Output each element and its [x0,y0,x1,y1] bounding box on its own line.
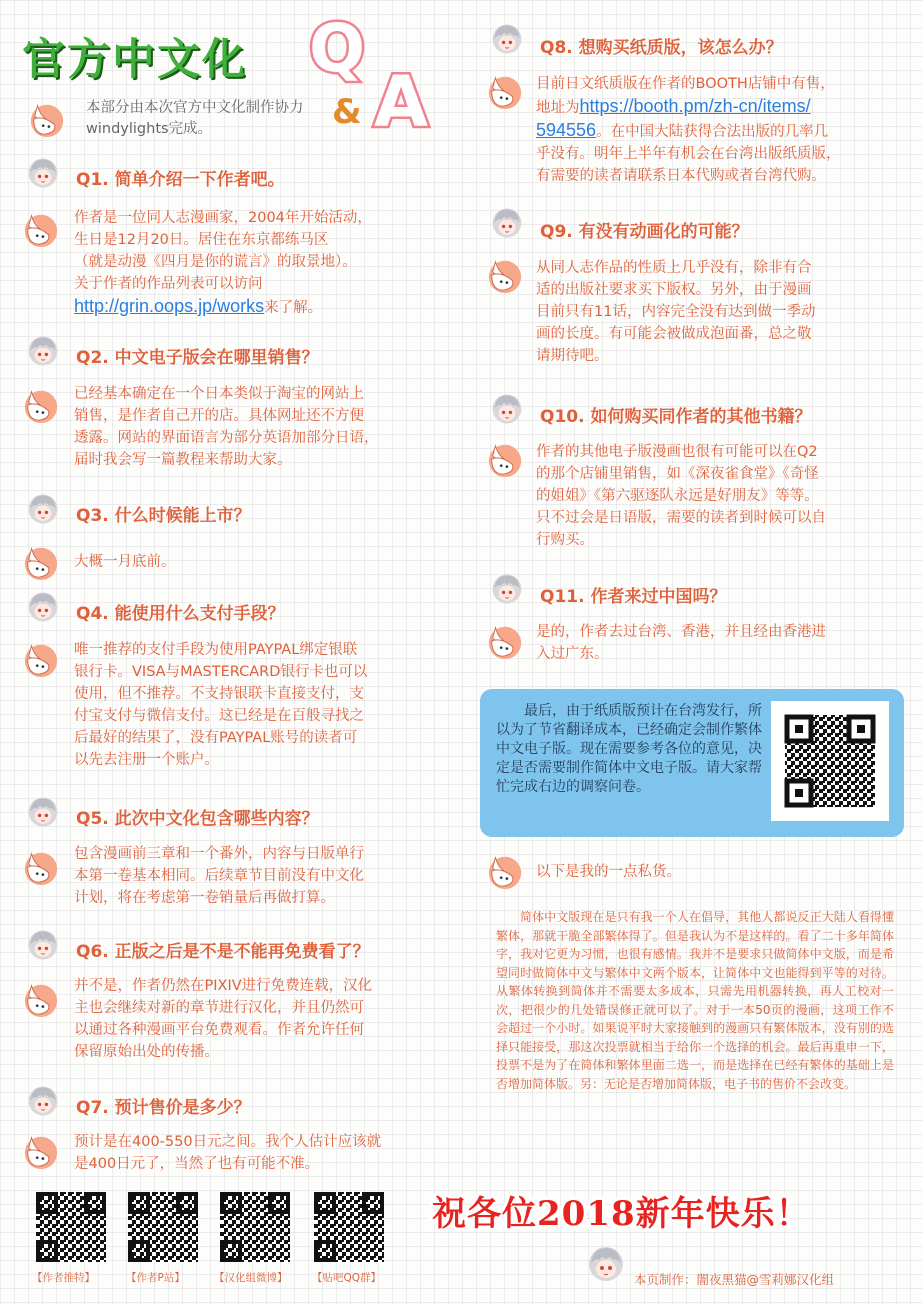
question-heading: Q1. 简单介绍一下作者吧。 [76,170,285,190]
qr-code-twitter[interactable] [36,1192,106,1262]
question-heading: Q9. 有没有动画化的可能？ [540,222,749,242]
girl-avatar-icon [490,392,524,426]
bunny-avatar-icon [22,210,60,248]
answer-text: 从同人志作品的性质上几乎没有，除非有合 适的出版社要求买下版权。另外，由于漫画 目前只有11话，内容完全没有达到做一季动 画的长度。有可能会被做成泡面番，总之敬 请期待吧。 [536,260,816,364]
answer-text: 包含漫画前三章和一个番外，内容与日版单行 本第一卷基本相同。后续章节目前没有中文化 计划，将在考虑第一卷销量后再做打算。 [74,846,364,906]
girl-avatar-icon [26,156,60,190]
qr-code-pixiv[interactable] [128,1192,198,1262]
answer-text: 大概一月底前。 [74,554,176,570]
page-title: 官方中文化 [22,35,247,85]
girl-avatar-icon [26,928,60,962]
bunny-avatar-icon [22,543,60,581]
qr-code-weibo[interactable] [220,1192,290,1262]
bunny-avatar-icon [22,980,60,1018]
girl-avatar-icon [26,334,60,368]
bunny-avatar-icon [486,256,524,294]
page-credit: 本页制作：闇夜黑猫@雪莉娜汉化组 [634,1272,835,1287]
question-heading: Q4. 能使用什么支付手段？ [76,604,285,624]
new-year-greeting: 祝各位2018新年快乐！ [432,1194,811,1234]
question-heading: Q3. 什么时候能上市？ [76,506,251,526]
answer-text: 唯一推荐的支付手段为使用PAYPAL绑定银联 银行卡。VISA与MASTERCARD银行卡也可以 使用，但不推荐。不支持银联卡直接支付，支 付宝支付与微信支付。这已经是在百般寻找之 后最好的结果了，没有PAYPAL账号的读者可 以先去注册一个账户。 [74,642,368,768]
girl-avatar-icon [26,492,60,526]
qa-ampersand: & [332,92,362,132]
qr-label: 【汉化组微博】 [214,1272,288,1284]
survey-text: 最后，由于纸质版预计在台湾发行，所以为了节省翻译成本，已经确定会制作繁体中文电子版。现在需要参考各位的意见，决定是否需要制作简体中文电子版。请大家帮忙完成右边的调察问卷。 [496,703,762,795]
bunny-avatar-icon [486,72,524,110]
girl-avatar-icon [26,795,60,829]
qr-label: 【作者推特】 [32,1272,95,1284]
girl-avatar-icon [490,572,524,606]
girl-avatar-icon [26,1084,60,1118]
qr-label: 【作者P站】 [126,1272,185,1284]
bunny-avatar-icon [486,440,524,478]
question-heading: Q10. 如何购买同作者的其他书籍？ [540,407,812,427]
question-heading: Q8. 想购买纸质版，该怎么办？ [540,38,783,58]
question-heading: Q2. 中文电子版会在哪里销售？ [76,348,319,368]
bunny-avatar-icon [486,852,524,890]
qa-a-letter: A [373,61,429,143]
answer-text: 预计是在400-550日元之间。我个人估计应该就 是400日元了，当然了也有可能不准。 [74,1134,382,1172]
answer-text: 作者是一位同人志漫画家，2004年开始活动， 生日是12月20日。居住在东京都练马区 （就是动漫《四月是你的谎言》的取景地）。 关于作者的作品列表可以访问 http://grin.oops.jp/works来了解。 [74,210,372,316]
intro-text: 本部分由本次官方中文化制作协力windylights完成。 [86,100,304,137]
qr-label: 【贴吧QQ群】 [312,1272,382,1284]
question-heading: Q7. 预计售价是多少？ [76,1098,251,1118]
question-heading: Q11. 作者来过中国吗？ [540,587,727,607]
answer-text: 作者的其他电子版漫画也很有可能可以在Q2 的那个店铺里销售，如《深夜雀食堂》《奇怪 的姐姐》《第六驱逐队永远是好朋友》等等。 只不过会是日语版，需要的读者到时候可以自 行购买。 [536,444,826,548]
booth-link-id[interactable]: 594556 [536,120,597,140]
answer-text: 并不是，作者仍然在PIXIV进行免费连载，汉化 主也会继续对新的章节进行汉化，并且仍然可 以通过各种漫画平台免费观看。作者允许任何 保留原始出处的传播。 [74,978,373,1060]
booth-link[interactable]: https://booth.pm/zh-cn/items/ [579,96,811,116]
bunny-avatar-icon [22,640,60,678]
bunny-avatar-icon [28,100,66,138]
bunny-avatar-icon [22,386,60,424]
answer-text: 目前日文纸质版在作者的BOOTH店铺中有售， 地址为https://booth.pm/zh-cn/items/ 594556。在中国大陆获得合法出版的几率几 乎没有。明年上半年有机会在台湾出版纸质版， 有需要的读者请联系日本代购或者台湾代购。 [536,76,841,184]
girl-avatar-icon [26,590,60,624]
qa-q-letter: Q [308,10,366,87]
personal-essay: 简体中文版现在是只有我一个人在倡导，其他人都说反正大陆人看得懂繁体，那就干脆全部繁体得了。但是我认为不是这样的。看了二十多年简体字，我对它更为习惯，也很有感情。我并不是要求只做简体中文版，而是希望同时做简体中文与繁体中文两个版本，让简体中文也能得到平等的对待。从繁体转换到简体并不需要太多成本，只需先用机器转换，再人工校对一次，把很少的几处错误修正就可以了。对于一本50页的漫画，这项工作不会超过一个小时。如果说平时大家接触到的漫画只有繁体版本，没有别的选择只能接受，那这次投票就相当于给你一个选择的机会。最后再重申一下，投票不是为了在简体和繁体里面二选一，而是选择在已经有繁体的基础上是否增加简体版。另：无论是否增加简体版，电子书的售价不会改变。 [496,910,894,1091]
works-link[interactable]: http://grin.oops.jp/works [74,296,265,316]
qr-code-qq-group[interactable] [314,1192,384,1262]
question-heading: Q6. 正版之后是不是不能再免费看了？ [76,942,370,962]
personal-title: 以下是我的一点私货。 [536,864,681,880]
cat-girl-avatar-icon [586,1244,626,1284]
question-heading: Q5. 此次中文化包含哪些内容？ [76,809,319,829]
survey-qr-code[interactable] [771,701,889,821]
girl-avatar-icon [490,22,524,56]
answer-text: 是的，作者去过台湾、香港，并且经由香港进 入过广东。 [536,624,826,662]
answer-text: 已经基本确定在一个日本类似于淘宝的网站上 销售，是作者自己开的店。具体网址还不方便 透露。网站的界面语言为部分英语加部分日语， 届时我会写一篇教程来帮助大家。 [74,386,379,468]
bunny-avatar-icon [22,848,60,886]
girl-avatar-icon [490,206,524,240]
bunny-avatar-icon [22,1132,60,1170]
bunny-avatar-icon [486,622,524,660]
